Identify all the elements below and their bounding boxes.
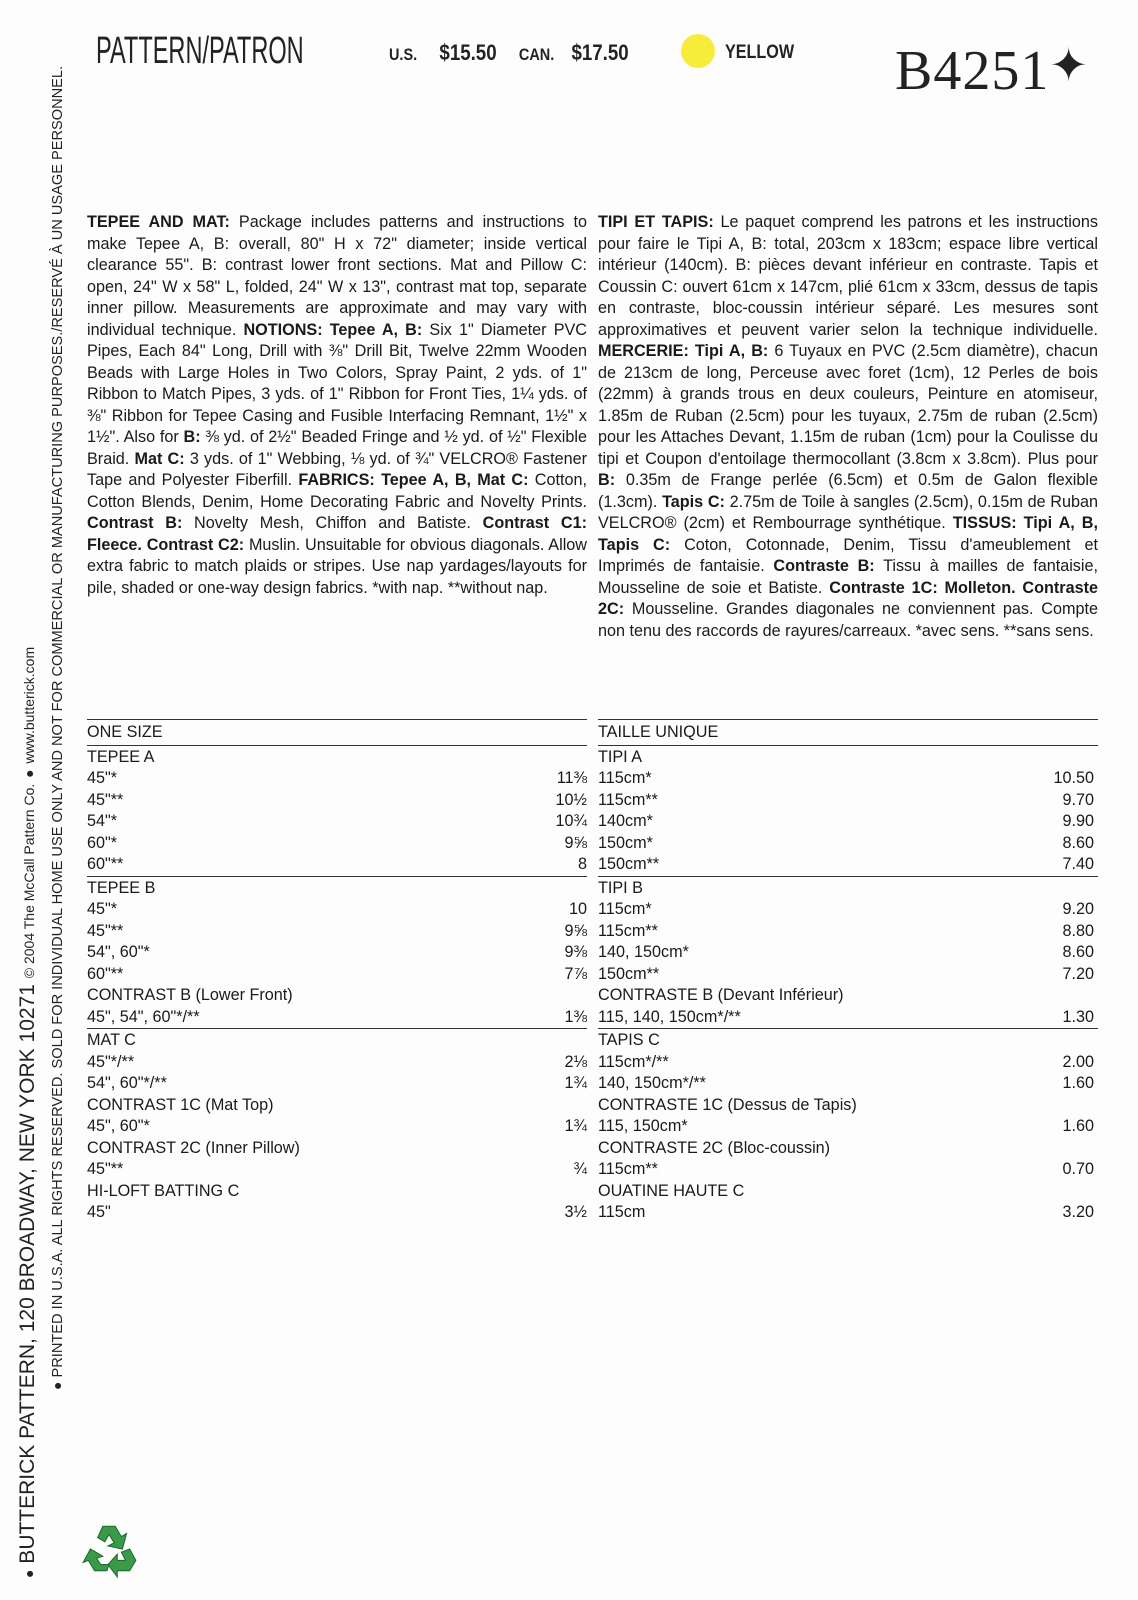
row-label: TIPI B <box>598 878 643 897</box>
row-value: 7.20 <box>1062 964 1094 983</box>
row-label: HI-LOFT BATTING C <box>87 1181 240 1200</box>
row-value <box>1004 1030 1098 1052</box>
row-value <box>517 1138 587 1160</box>
contrast-b-text: Novelty Mesh, Chiffon and Batiste. <box>182 514 483 532</box>
fabrics-text: Cotton, Cotton Blends, Denim, Home Decorating Fabric and Novelty Prints. <box>87 471 587 511</box>
row-label: 115cm*/** <box>598 1052 669 1071</box>
table-row <box>87 747 587 769</box>
row-value <box>517 747 587 769</box>
table-row <box>598 790 1098 812</box>
table-row <box>598 964 1098 986</box>
bullet-icon: ● <box>21 769 37 778</box>
price-block <box>389 40 629 66</box>
table-row <box>598 747 1098 769</box>
english-description <box>87 212 587 599</box>
row-label: 115, 150cm* <box>598 1117 688 1135</box>
contraste-b-label: Contraste B: <box>773 557 875 575</box>
chart-header: TAILLE UNIQUE <box>598 719 1098 746</box>
row-label: 45", 54", 60"*/** <box>87 1007 200 1026</box>
tepee-text: Package includes patterns and instructions to make Tepee A, B: overall, 80" H x 72" diameter; inside vertical clearance 55". B: contrast lower front sections. Mat and Pillow C: open, 24" W x 58" L, folded, 24" W x 13", contrast mat top, separate inner pillow. Measurements are approximate and may vary with individual technique. <box>87 213 587 339</box>
row-value <box>517 1095 587 1117</box>
tissus-heading: TISSUS: Tipi A, B, Tapis C: <box>598 514 1098 554</box>
row-value: 1¾ <box>564 1074 587 1092</box>
row-label: 115cm <box>598 1203 646 1221</box>
row-value: 1.60 <box>1062 1074 1094 1092</box>
table-row <box>87 964 587 986</box>
table-row <box>87 854 587 876</box>
can-price: $17.50 <box>571 40 629 65</box>
row-label: 140, 150cm*/** <box>598 1074 706 1092</box>
row-value: 9.20 <box>1062 900 1094 918</box>
row-label: CONTRASTE 1C (Dessus de Tapis) <box>598 1095 857 1114</box>
chart-group <box>598 877 1098 1030</box>
table-row <box>598 1202 1098 1224</box>
notions-heading: NOTIONS: Tepee A, B: <box>243 320 423 339</box>
row-value: 2.00 <box>1062 1052 1094 1071</box>
color-name: YELLOW <box>725 42 795 63</box>
table-row <box>87 1181 587 1203</box>
row-value <box>1004 747 1098 769</box>
copyright-text: © 2004 The McCall Pattern Co. <box>21 783 37 979</box>
can-label: CAN. <box>518 45 555 64</box>
row-label: 45"** <box>87 790 124 809</box>
us-price: $15.50 <box>439 40 497 65</box>
row-label: CONTRASTE 2C (Bloc-coussin) <box>598 1138 831 1157</box>
row-label: TAPIS C <box>598 1031 660 1049</box>
publisher-address: BUTTERICK PATTERN, 120 BROADWAY, NEW YORK 10271 <box>16 984 39 1564</box>
row-label: CONTRASTE B (Devant Inférieur) <box>598 986 844 1004</box>
contraste-c-label: Contraste 1C: Molleton. Contraste 2C: <box>598 578 1098 618</box>
row-label: 45"* <box>87 769 118 787</box>
row-value: 9.70 <box>1062 790 1094 809</box>
table-row <box>598 1030 1098 1052</box>
table-row <box>87 1073 587 1095</box>
tipi-text: Le paquet comprend les patrons et les instructions pour faire le Tipi A, B: total, 203cm x 183cm; espace libre vertical intérieur (140cm). B: pièces devant inférieur en contraste. Tapis et Coussin C: ouvert 61cm x 147cm, plié 61cm x 33cm, dessus de tapis en contraste, bloc-coussin intérieur séparé. Les mesures sont approximatives et peuvent varier selon la technique individuelle. <box>598 213 1098 339</box>
tipi-heading: TIPI ET TAPIS: <box>598 213 714 231</box>
row-value: 7⅞ <box>564 964 587 983</box>
table-row <box>598 921 1098 943</box>
table-row <box>87 1007 587 1029</box>
row-label: 115cm* <box>598 900 652 918</box>
row-value <box>1004 985 1098 1007</box>
row-value: ¾ <box>573 1160 587 1178</box>
notions-b-label: B: <box>183 428 201 446</box>
table-row <box>598 833 1098 855</box>
notions-text-3: 3 yds. of 1" Webbing, ⅛ yd. of ¾" VELCRO® Fastener Tape and Polyester Fiberfill. <box>87 449 587 489</box>
row-label: 140, 150cm* <box>598 943 689 961</box>
chart-header: ONE SIZE <box>87 719 587 746</box>
chart-group <box>87 746 587 877</box>
publisher-line <box>16 198 46 1578</box>
row-label: 54"* <box>87 812 118 830</box>
mercerie-text-2: 0.35m de Frange perlée (6.5cm) et 0.5m de Galon flexible (1.3cm). <box>598 471 1098 511</box>
bullet-icon: ● <box>49 1381 65 1390</box>
row-value: 7.40 <box>1062 855 1094 873</box>
row-value <box>1004 878 1098 900</box>
website-link[interactable]: www.butterick.com <box>21 646 37 764</box>
row-label: 45"** <box>87 1160 124 1178</box>
tissus-text: Coton, Cotonnade, Denim, Tissu d'ameublement et Imprimés de fantaisie. <box>598 535 1098 575</box>
row-label: 150cm* <box>598 833 653 852</box>
row-value: 8 <box>577 855 587 873</box>
row-value <box>1004 1138 1098 1160</box>
table-row <box>598 1138 1098 1160</box>
recycle-icon <box>78 1518 140 1580</box>
row-value: 9.90 <box>1062 812 1094 830</box>
row-value <box>517 878 587 900</box>
french-description <box>598 212 1098 642</box>
table-row <box>87 790 587 812</box>
row-label: 45", 60"* <box>87 1117 150 1135</box>
star-icon: ✦ <box>1049 40 1089 91</box>
mercerie-heading: MERCERIE: Tipi A, B: <box>598 342 769 360</box>
row-value: 8.60 <box>1062 943 1094 961</box>
table-row <box>87 985 587 1007</box>
row-label: 54", 60"*/** <box>87 1074 167 1092</box>
row-label: 150cm** <box>598 964 660 983</box>
bullet-icon: ● <box>21 1569 37 1578</box>
row-label: TEPEE B <box>87 878 156 897</box>
row-label: CONTRAST B (Lower Front) <box>87 986 293 1004</box>
table-row <box>598 1181 1098 1203</box>
notions-mat-label: Mat C: <box>134 449 185 468</box>
yardage-chart-english <box>87 719 587 1224</box>
row-value: 3.20 <box>1062 1203 1094 1221</box>
row-label: 115cm* <box>598 769 652 787</box>
row-label: 115cm** <box>598 790 658 809</box>
chart-group <box>598 1029 1098 1224</box>
row-label: 45" <box>87 1203 111 1221</box>
pattern-patron-label: PATTERN/PATRON <box>96 30 304 72</box>
row-value <box>517 1181 587 1203</box>
row-value: 1.60 <box>1062 1117 1094 1135</box>
row-value: 0.70 <box>1062 1160 1094 1178</box>
table-row <box>598 811 1098 833</box>
row-value: 10½ <box>555 790 587 809</box>
table-row <box>598 1007 1098 1029</box>
table-row <box>598 899 1098 921</box>
contraste-c-text: Mousseline. Grandes diagonales ne conviennent pas. Compte non tenu des raccords de rayures/carreaux. *avec sens. **sans sens. <box>598 600 1098 640</box>
us-label: U.S. <box>389 45 418 64</box>
row-value: 10.50 <box>1053 769 1094 787</box>
table-row <box>598 878 1098 900</box>
table-row <box>598 985 1098 1007</box>
table-row <box>598 1052 1098 1074</box>
table-row <box>598 768 1098 790</box>
row-label: TIPI A <box>598 747 643 766</box>
row-value: 9⅝ <box>564 921 587 940</box>
row-value: 8.60 <box>1062 833 1094 852</box>
table-row <box>598 1095 1098 1117</box>
row-label: 140cm* <box>598 812 653 830</box>
pattern-number-text: B4251 <box>895 40 1050 102</box>
contrast-c-text: Muslin. Unsuitable for obvious diagonals. Allow extra fabric to match plaids or stripes. Use nap yardages/layouts for pile, shaded or one-way design fabrics. *with nap. **without nap. <box>87 535 587 597</box>
row-label: CONTRAST 2C (Inner Pillow) <box>87 1138 300 1157</box>
yardage-chart-french <box>598 719 1098 1224</box>
row-value: 2⅛ <box>564 1052 587 1071</box>
table-row <box>87 942 587 964</box>
row-value: 11⅜ <box>556 769 587 787</box>
row-label: 115, 140, 150cm*/** <box>598 1007 741 1026</box>
row-value: 1⅜ <box>564 1007 587 1026</box>
row-value: 1¾ <box>564 1117 587 1135</box>
row-label: OUATINE HAUTE C <box>598 1181 745 1200</box>
chart-group <box>87 877 587 1030</box>
pattern-number <box>895 38 1089 103</box>
table-row <box>87 1052 587 1074</box>
table-row <box>87 1138 587 1160</box>
chart-group <box>87 1029 587 1224</box>
row-value: 9⅝ <box>564 833 587 852</box>
contrast-b-label: Contrast B: <box>87 514 183 532</box>
row-value <box>517 985 587 1007</box>
row-label: 54", 60"* <box>87 943 150 961</box>
row-value <box>1004 1181 1098 1203</box>
row-value: 10 <box>568 900 587 918</box>
row-value <box>1004 1095 1098 1117</box>
row-label: CONTRAST 1C (Mat Top) <box>87 1095 274 1114</box>
notions-text-2: ⅜ yd. of 2½" Beaded Fringe and ½ yd. of ½" Flexible Braid. <box>87 428 587 468</box>
fabrics-heading: FABRICS: Tepee A, B, Mat C: <box>298 471 529 489</box>
row-label: 115cm** <box>598 921 658 940</box>
row-label: 60"* <box>87 833 118 852</box>
table-row <box>598 1073 1098 1095</box>
mercerie-text-3: 2.75m de Toile à sangles (2.5cm), 0.15m de Ruban VELCRO® (2cm) et Rembourrage synthétique. <box>598 492 1099 532</box>
chart-group <box>598 746 1098 877</box>
table-row <box>87 1116 587 1138</box>
row-label: MAT C <box>87 1031 136 1049</box>
table-row <box>87 1095 587 1117</box>
row-value <box>517 1030 587 1052</box>
row-label: 60"** <box>87 855 124 873</box>
table-row <box>87 1159 587 1181</box>
row-label: 45"** <box>87 921 124 940</box>
table-row <box>87 833 587 855</box>
mercerie-tapis-label: Tapis C: <box>662 492 725 511</box>
row-label: 45"*/** <box>87 1052 135 1071</box>
contrast-c-label: Contrast C1: Fleece. Contrast C2: <box>87 514 587 554</box>
row-value: 10¾ <box>555 812 587 830</box>
table-row <box>87 1030 587 1052</box>
contraste-b-text: Tissu à mailles de fantaisie, Mousseline de soie et Batiste. <box>598 557 1098 597</box>
row-label: 60"** <box>87 964 124 983</box>
row-label: 150cm** <box>598 855 660 873</box>
table-row <box>598 1116 1098 1138</box>
row-value: 3½ <box>564 1203 587 1221</box>
table-row <box>87 768 587 790</box>
row-label: 45"* <box>87 900 118 918</box>
table-row <box>87 921 587 943</box>
row-value: 1.30 <box>1062 1007 1094 1026</box>
notions-text: Six 1" Diameter PVC Pipes, Each 84" Long, Drill with ⅜" Drill Bit, Twelve 22mm Wooden Beads with Large Holes in Two Colors, Spray Paint, 2 yds. of 1" Ribbon to Match Pipes, 3 yds. of 1" Ribbon for Front Ties, 1¼ yds. of ⅜" Ribbon for Tepee Casing and Fusible Interfacing Remnant, 1½" x 1½". Also for <box>87 320 587 446</box>
table-row <box>87 878 587 900</box>
table-row <box>87 811 587 833</box>
tepee-heading: TEPEE AND MAT: <box>87 213 230 231</box>
row-value: 8.80 <box>1062 921 1094 940</box>
table-row <box>598 1159 1098 1181</box>
color-swatch <box>681 34 715 68</box>
row-label: 115cm** <box>598 1160 658 1178</box>
table-row <box>87 1202 587 1224</box>
table-row <box>598 942 1098 964</box>
legal-notice <box>49 65 75 1390</box>
mercerie-text: 6 Tuyaux en PVC (2.5cm diamètre), chacun de 213cm de long, Perceuse avec foret (1cm), 12 Perles de bois (22mm) à grands trous en deux couleurs, Peinture en atomiseur, 1.85m de Ruban (2.5cm) pour les tuyaux, 2.75m de ruban (2.5cm) pour les Attaches Devant, 1.15m de ruban (1cm) pour la Coulisse du tipi et Coupon d'entoilage thermocollant (3.8cm x 3.8cm). Plus pour <box>598 342 1098 468</box>
row-label: TEPEE A <box>87 747 155 766</box>
table-row <box>598 854 1098 876</box>
table-row <box>87 899 587 921</box>
mercerie-b-label: B: <box>598 471 616 489</box>
row-value: 9⅜ <box>564 943 587 961</box>
legal-text: PRINTED IN U.S.A. ALL RIGHTS RESERVED. SOLD FOR INDIVIDUAL HOME USE ONLY AND NOT FOR COMMERCIAL OR MANUFACTURING PURPOSES./RESERVÉ À UN USAGE PERSONNEL. <box>50 65 66 1378</box>
